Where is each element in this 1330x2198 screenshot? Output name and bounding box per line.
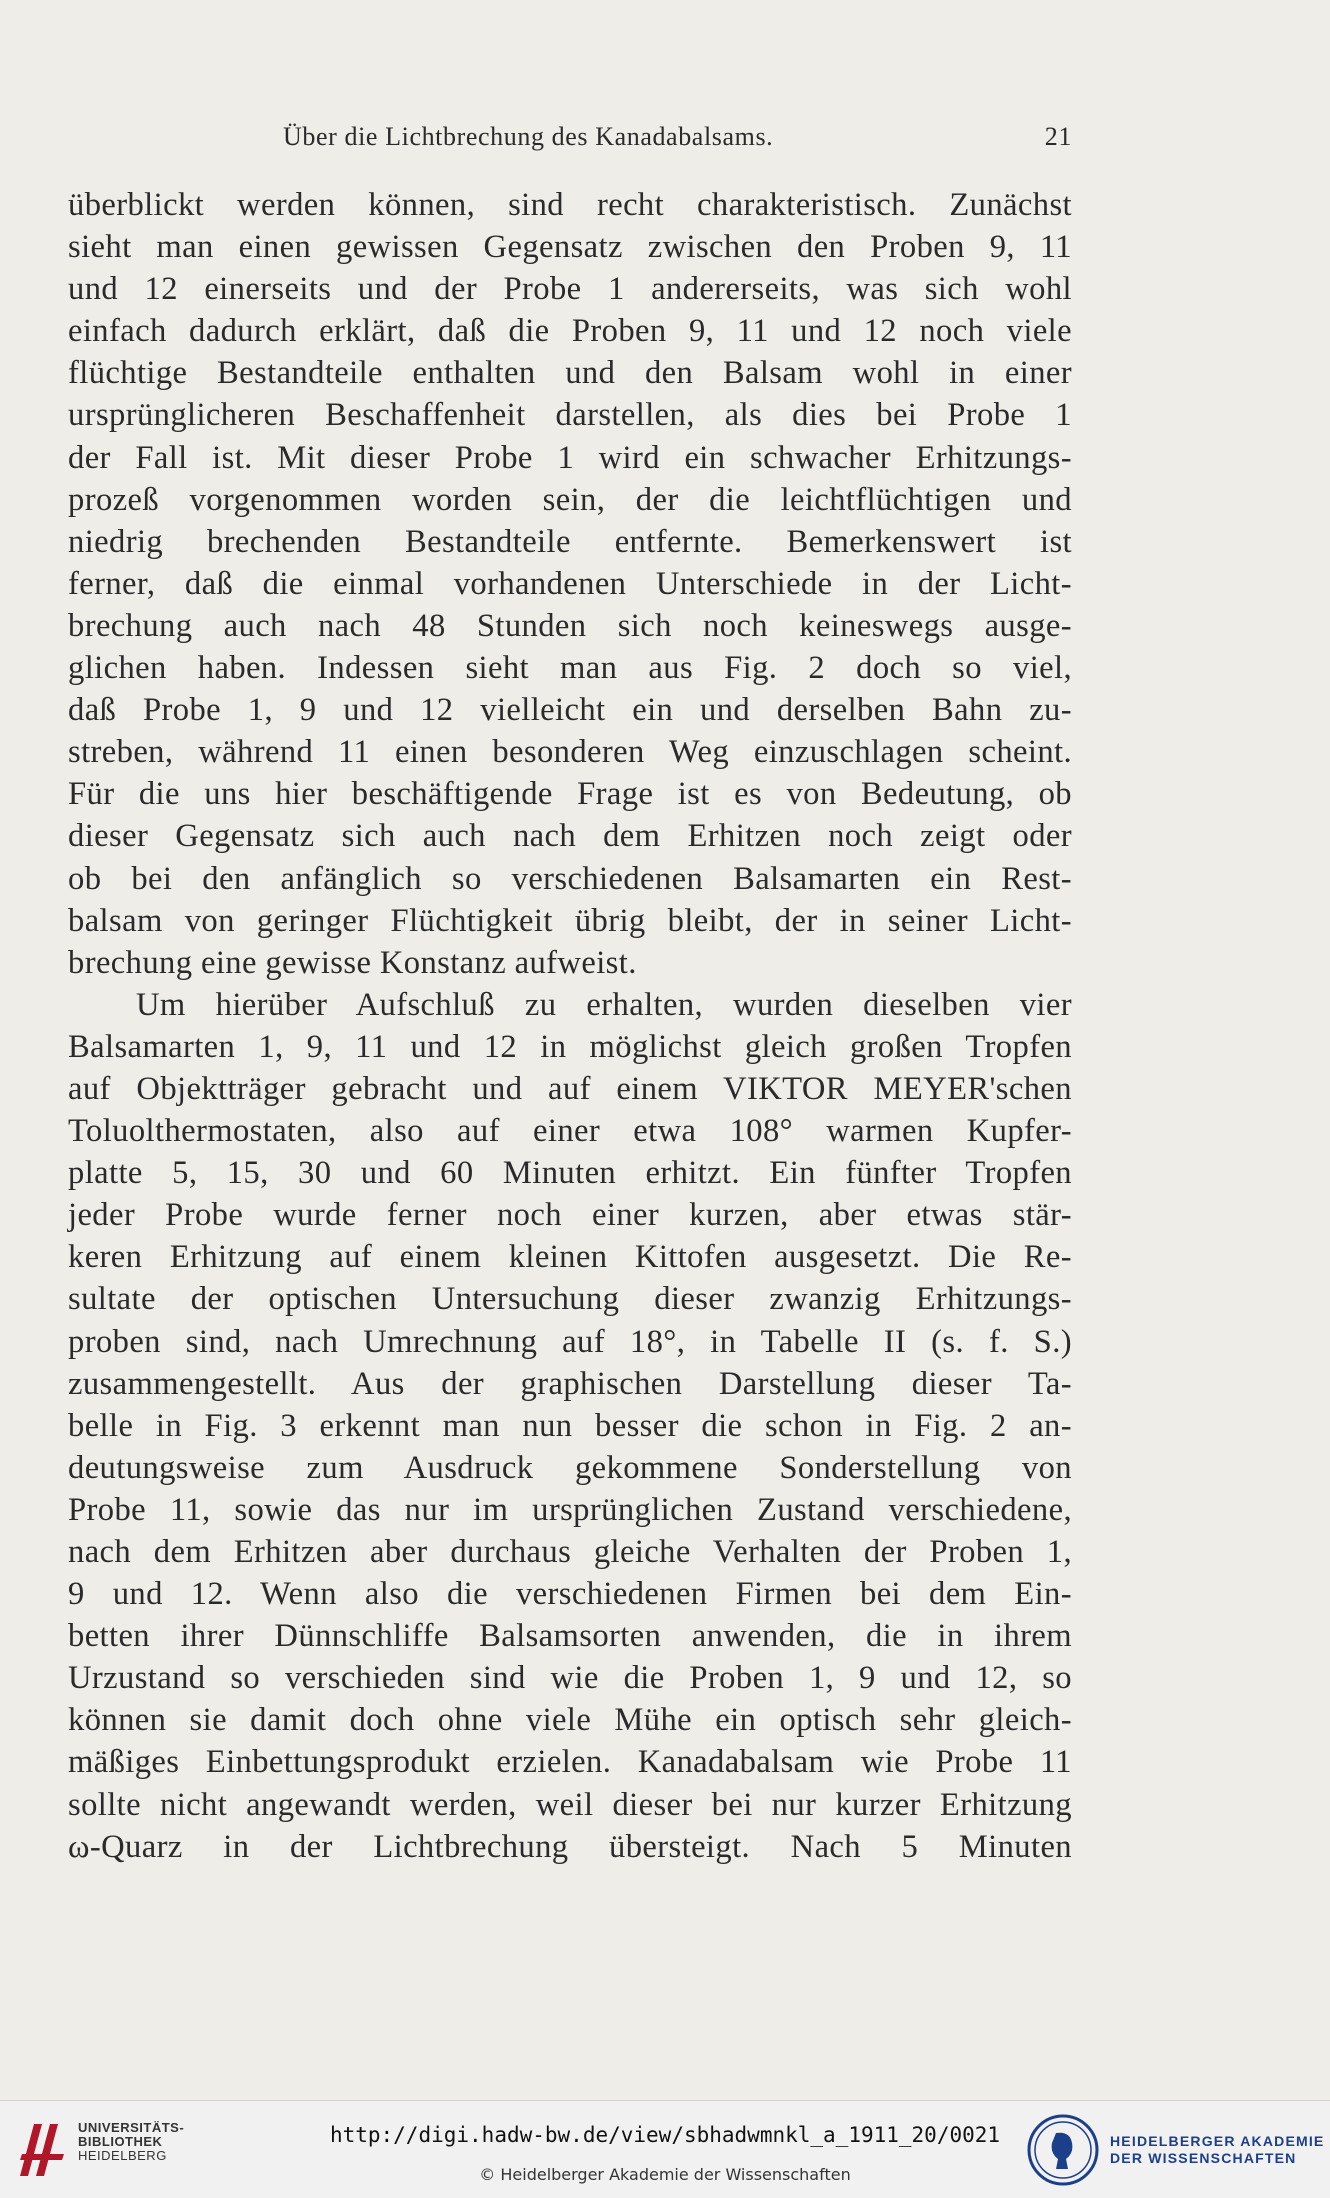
- text-line: prozeß vorgenommen worden sein, der die leichtflüchtigen und: [68, 481, 1072, 518]
- text-line: ursprünglicheren Beschaffenheit darstellen, als dies bei Probe 1: [68, 397, 1072, 434]
- body-text: [68, 184, 1072, 1868]
- text-line: deutungsweise zum Ausdruck gekommene Sonderstellung von: [68, 1449, 1072, 1486]
- text-line: Balsamarten 1, 9, 11 und 12 in möglichst gleich großen Tropfen: [68, 1028, 1072, 1065]
- text-line: keren Erhitzung auf einem kleinen Kittofen ausgesetzt. Die Re-: [68, 1239, 1072, 1276]
- copyright-notice: © Heidelberger Akademie der Wissenschaften: [479, 2165, 851, 2184]
- page-number: 21: [1044, 122, 1072, 151]
- academy-seal-icon[interactable]: [1026, 2113, 1100, 2187]
- permalink-url[interactable]: http://digi.hadw-bw.de/view/sbhadwmnkl_a_1911_20/0021: [329, 2123, 1001, 2147]
- viewer-footer: [0, 2100, 1330, 2198]
- text-line: ω-Quarz in der Lichtbrechung übersteigt. Nach 5 Minuten: [68, 1828, 1072, 1865]
- text-line: können sie damit doch ohne viele Mühe ein optisch sehr gleich-: [68, 1702, 1072, 1739]
- text-line: brechung eine gewisse Konstanz aufweist.: [68, 944, 637, 981]
- text-line: der Fall ist. Mit dieser Probe 1 wird ein schwacher Erhitzungs-: [68, 439, 1072, 476]
- running-title: Über die Lichtbrechung des Kanadabalsams.: [283, 122, 774, 151]
- text-line: Probe 11, sowie das nur im ursprünglichen Zustand verschiedene,: [68, 1491, 1072, 1528]
- text-line: niedrig brechenden Bestandteile entfernte. Bemerkenswert ist: [68, 523, 1072, 560]
- text-line: sieht man einen gewissen Gegensatz zwischen den Proben 9, 11: [68, 229, 1072, 266]
- text-line: glichen haben. Indessen sieht man aus Fig. 2 doch so viel,: [68, 650, 1072, 687]
- text-line: sollte nicht angewandt werden, weil dieser bei nur kurzer Erhitzung: [68, 1786, 1072, 1823]
- text-line: platte 5, 15, 30 und 60 Minuten erhitzt. Ein fünfter Tropfen: [68, 1155, 1072, 1192]
- text-line: Urzustand so verschieden sind wie die Proben 1, 9 und 12, so: [68, 1660, 1072, 1697]
- text-line: ob bei den anfänglich so verschiedenen Balsamarten ein Rest-: [68, 860, 1072, 897]
- text-line: mäßiges Einbettungsprodukt erzielen. Kanadabalsam wie Probe 11: [68, 1744, 1072, 1781]
- text-line: Für die uns hier beschäftigende Frage ist es von Bedeutung, ob: [68, 776, 1072, 813]
- text-line: Toluolthermostaten, also auf einer etwa 108° warmen Kupfer-: [68, 1113, 1072, 1150]
- text-line: sultate der optischen Untersuchung dieser zwanzig Erhitzungs-: [68, 1281, 1072, 1318]
- library-name-line: HEIDELBERG: [78, 2148, 167, 2163]
- text-line: überblickt werden können, sind recht charakteristisch. Zunächst: [68, 187, 1072, 223]
- text-line: einfach dadurch erklärt, daß die Proben 9, 11 und 12 noch viele: [68, 313, 1072, 350]
- text-line: zusammengestellt. Aus der graphischen Darstellung dieser Ta-: [68, 1365, 1072, 1402]
- text-line: jeder Probe wurde ferner noch einer kurzen, aber etwas stär-: [68, 1197, 1072, 1234]
- text-line: nach dem Erhitzen aber durchaus gleiche Verhalten der Proben 1,: [68, 1534, 1072, 1570]
- text-line: 9 und 12. Wenn also die verschiedenen Firmen bei dem Ein-: [68, 1576, 1072, 1613]
- text-line: balsam von geringer Flüchtigkeit übrig bleibt, der in seiner Licht-: [68, 902, 1072, 939]
- library-name-line: UNIVERSITÄTS-: [78, 2120, 185, 2135]
- text-line: belle in Fig. 3 erkennt man nun besser die schon in Fig. 2 an-: [68, 1407, 1072, 1444]
- text-line: daß Probe 1, 9 und 12 vielleicht ein und derselben Bahn zu-: [68, 692, 1072, 729]
- library-name-line: BIBLIOTHEK: [78, 2134, 163, 2149]
- text-line: auf Objektträger gebracht und auf einem VIKTOR MEYER'schen: [68, 1070, 1072, 1107]
- text-line: flüchtige Bestandteile enthalten und den Balsam wohl in einer: [68, 355, 1072, 392]
- text-line: betten ihrer Dünnschliffe Balsamsorten anwenden, die in ihrem: [68, 1618, 1072, 1655]
- text-line: proben sind, nach Umrechnung auf 18°, in Tabelle II (s. f. S.): [68, 1323, 1072, 1360]
- text-line: ferner, daß die einmal vorhandenen Unterschiede in der Licht-: [68, 565, 1072, 602]
- text-line: streben, während 11 einen besonderen Weg einzuschlagen scheint.: [68, 734, 1072, 771]
- academy-name[interactable]: [1110, 2133, 1324, 2167]
- text-line: und 12 einerseits und der Probe 1 andererseits, was sich wohl: [68, 271, 1072, 308]
- text-line: brechung auch nach 48 Stunden sich noch keineswegs ausge-: [68, 607, 1072, 644]
- text-line: Um hierüber Aufschluß zu erhalten, wurden dieselben vier: [136, 986, 1072, 1023]
- academy-name-line: DER WISSENSCHAFTEN: [1110, 2150, 1297, 2166]
- text-line: dieser Gegensatz sich auch nach dem Erhitzen noch zeigt oder: [68, 818, 1072, 855]
- academy-name-line: HEIDELBERGER AKADEMIE: [1110, 2133, 1325, 2149]
